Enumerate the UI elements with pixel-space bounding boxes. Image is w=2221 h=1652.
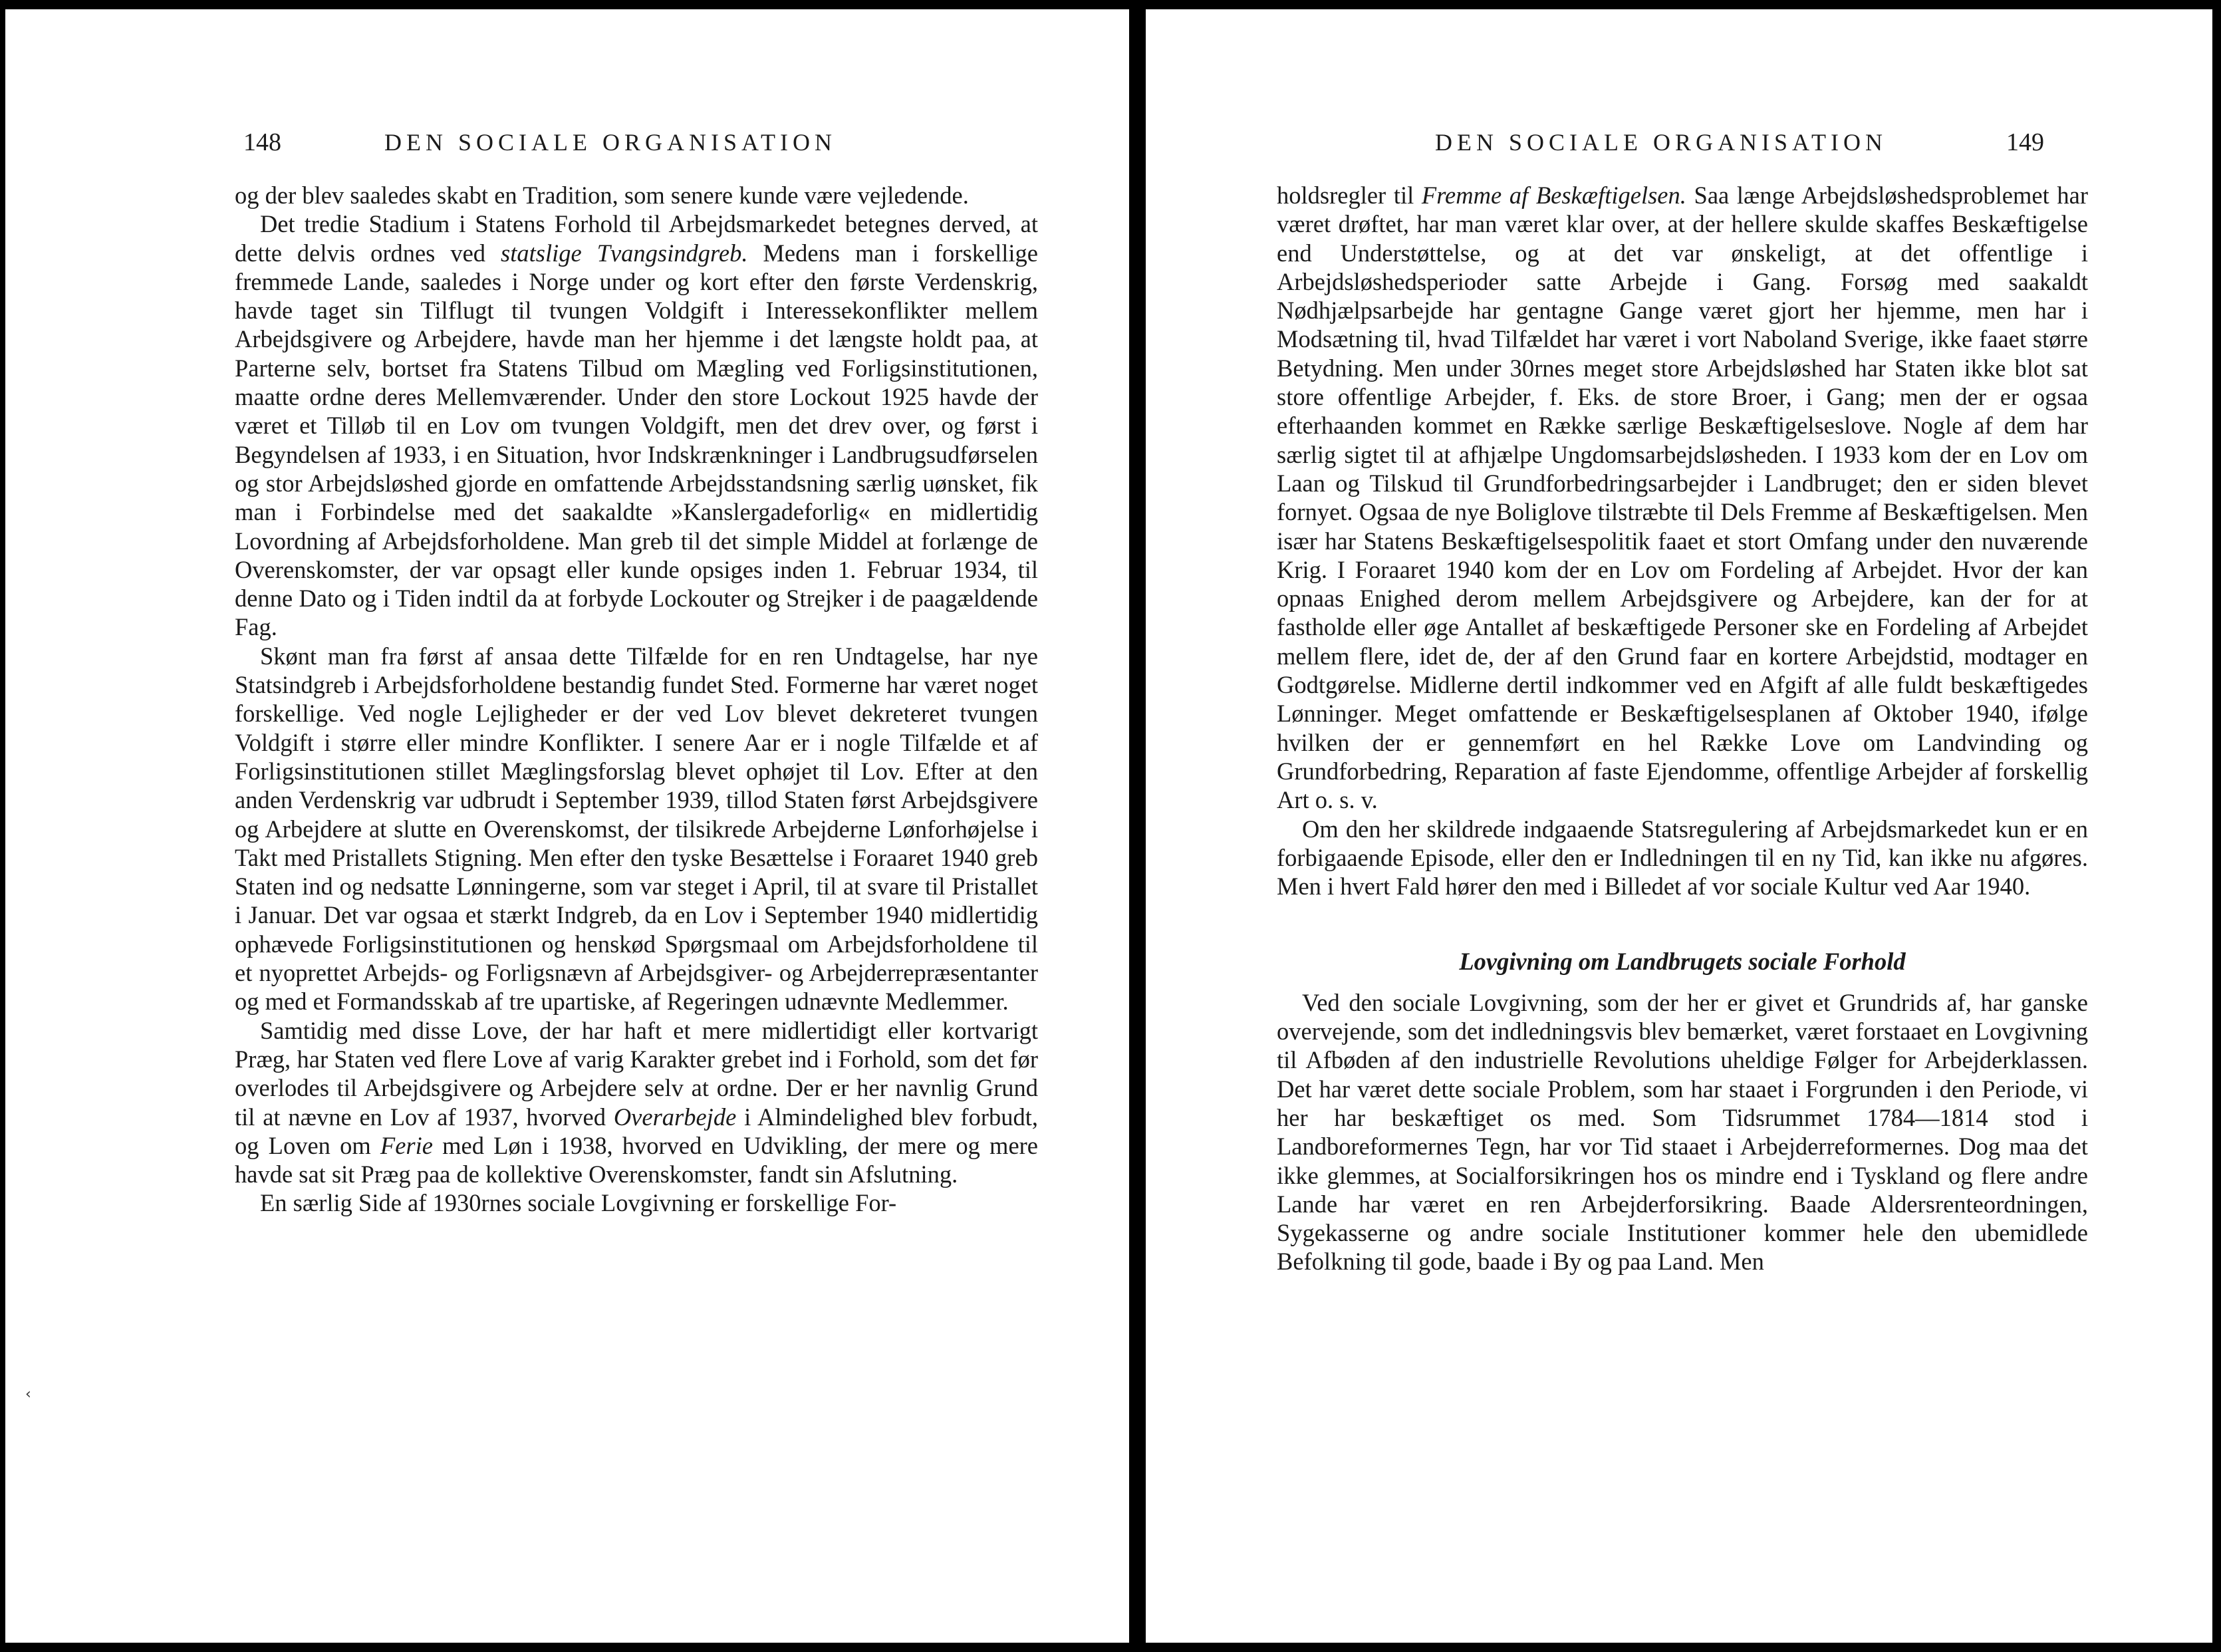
left-page	[5, 9, 1129, 1643]
left-body-text	[235, 181, 1038, 1218]
section-heading: Lovgivning om Landbrugets sociale Forhold	[1459, 948, 1906, 976]
left-paragraph-2-lead: Det tredie Stadium i Statens Forhold til Arbejdsmarkedet betegnes derved, at dette delvis ordnes ved	[235, 210, 1038, 267]
left-paragraph-4	[235, 1016, 1038, 1189]
left-paragraph-4-rest: med Løn i 1938, hvorved en Udvikling, der mere og mere havde sat sit Præg paa de kollektive Overenskomster, fandt sin Afslutning.	[235, 1131, 1038, 1188]
right-page	[1146, 9, 2212, 1643]
left-running-title: DEN SOCIALE ORGANISATION	[384, 129, 837, 156]
margin-mark-icon: ‹	[25, 1386, 31, 1403]
left-page-header	[243, 122, 908, 162]
left-paragraph-5: En særlig Side af 1930rnes sociale Lovgivning er forskellige For-	[260, 1189, 897, 1217]
left-paragraph-2	[235, 209, 1038, 641]
left-paragraph-1: og der blev saaledes skabt en Tradition, som senere kunde være vejledende.	[235, 182, 969, 209]
right-paragraph-1	[1277, 181, 2088, 815]
left-paragraph-4-emphasis-2: Ferie	[380, 1131, 433, 1159]
right-paragraph-1-rest: Saa længe Arbejdsløshedsproblemet har været drøftet, har man været klar over, at der hellere skulde skaffes Beskæftigelse end Understøttelse, og at det var ønskeligt, at det offentlige i Arbejdsløshedsperioder satte Arbejde i Gang. Forsøg med saakaldt Nødhjælpsarbejde har gentagne Gange været gjort her hjemme, men har i Modsætning til, hvad Tilfældet har været i vort Naboland Sverige, ikke faaet større Betydning. Men under 30rnes meget store Arbejdsløshed har Staten ikke blot sat store offentlige Arbejder, f. Eks. de store Broer, i Gang; men der er ogsaa efterhaanden kommet en Række særlige Beskæftigelseslove. Nogle af dem har særlig sigtet til at afhjælpe Ungdomsarbejdsløsheden. I 1933 kom der en Lov om Laan og Tilskud til Grundforbedringsarbejder i Landbruget; den er siden blevet fornyet. Ogsaa de nye Boliglove tilstræbte til Dels Fremme af Beskæftigelsen. Men især har Statens Beskæftigelsespolitik faaet et stort Omfang under den nuværende Krig. I Foraaret 1940 kom der en Lov om Fordeling af Arbejdet. Hvor der kan opnaas Enighed derom mellem Arbejdsgivere og Arbejdere, kan der for at fastholde eller øge Antallet af beskæftigede Personer ske en Fordeling af Arbejdet mellem flere, idet de, der af den Grund faar en kortere Arbejdstid, modtager en Godtgørelse. Midlerne dertil indkommer ved en Afgift af alle fuldt beskæftigedes Lønninger. Meget omfattende er Beskæftigelsesplanen af Oktober 1940, ifølge hvilken der er gennemført en hel Række Love om Landvinding og Grundforbedring, Reparation af faste Ejendomme, offentlige Arbejder af forskellig Art o. s. v.	[1277, 182, 2088, 814]
left-paragraph-4-mid: i Almindelighed blev forbudt, og Loven om	[235, 1103, 1038, 1159]
left-page-number: 148	[243, 128, 281, 156]
left-paragraph-4-lead: Samtidig med disse Love, der har haft et mere midlertidigt eller kortvarigt Præg, har Staten ved flere Love af varig Karakter grebet ind i Forhold, som det før overlodes til Arbejdsgivere og Arbejdere selv at ordne. Der er her navnlig Grund til at nævne en Lov af 1937, hvorved	[235, 1016, 1038, 1131]
left-paragraph-3: Skønt man fra først af ansaa dette Tilfælde for en ren Undtagelse, har nye Statsindgreb i Arbejdsforholdene bestandig fundet Sted. Formerne har været noget forskellige. Ved nogle Lejligheder er der ved Lov blevet dekreteret tvungen Voldgift i større eller mindre Konflikter. I senere Aar er i nogle Tilfælde et af Forligsinstitutionen stillet Mæglingsforslag blevet ophøjet til Lov. Efter at den anden Verdenskrig var udbrudt i September 1939, tillod Staten først Arbejdsgivere og Arbejdere at slutte en Overenskomst, der tilsikrede Arbejderne Lønforhøjelse i Takt med Pristallets Stigning. Men efter den tyske Besættelse i Foraaret 1940 greb Staten ind og nedsatte Lønningerne, som var steget i April, til at svare til Pristallet i Januar. Det var ogsaa et stærkt Indgreb, da en Lov i September 1940 midlertidig ophævede Forligsinstitutionen og henskød Spørgsmaal om Arbejdsforholdene til et nyoprettet Arbejds- og Forligsnævn af Arbejdsgiver- og Arbejderrepræsentanter og med et Formandsskab af tre upartiske, af Regeringen udnævnte Medlemmer.	[235, 642, 1038, 1016]
left-paragraph-4-emphasis-1: Overarbejde	[613, 1103, 737, 1131]
left-paragraph-2-emphasis: statslige Tvangsindgreb.	[501, 239, 748, 267]
right-paragraph-2: Om den her skildrede indgaaende Statsregulering af Arbejdsmarkedet kun er en forbigaaende Episode, eller den er Indledningen til en ny Tid, kan ikke nu afgøres. Men i hvert Fald hører den med i Billedet af vor sociale Kultur ved Aar 1940.	[1277, 815, 2088, 900]
right-page-header	[1435, 122, 2100, 162]
right-body-text	[1277, 181, 2088, 1276]
right-paragraph-1-lead: holdsregler til	[1277, 182, 1422, 209]
left-paragraph-2-rest: Medens man i forskellige fremmede Lande, saaledes i Norge under og kort efter den første Verdenskrig, havde taget sin Tilflugt til tvungen Voldgift i Interessekonflikter mellem Arbejdsgivere og Arbejdere, havde man her hjemme i det længste holdt paa, at Parterne selv, bortset fra Statens Tilbud om Mægling ved Forligsinstitutionen, maatte ordne deres Mellemværender. Under den store Lockout 1925 havde der været et Tilløb til en Lov om tvungen Voldgift, men det drev over, og først i Begyndelsen af 1933, i en Situation, hvor Indskrænkninger i Landbrugsudførselen og stor Arbejdsløshed gjorde en omfattende Arbejdsstandsning særlig uønsket, fik man i Forbindelse med det saakaldte »Kanslergadeforlig« en midlertidig Lovordning af Arbejdsforholdene. Man greb til det simple Middel at forlænge de Overenskomster, der var opsagt eller kunde opsiges inden 1. Februar 1934, til denne Dato og i Tiden indtil da at forbyde Lockouter og Strejker i de paagældende Fag.	[235, 239, 1038, 641]
right-running-title: DEN SOCIALE ORGANISATION	[1435, 129, 1887, 156]
right-paragraph-1-emphasis: Fremme af Beskæftigelsen.	[1421, 182, 1686, 209]
right-page-number: 149	[2006, 128, 2044, 156]
right-paragraph-3: Ved den sociale Lovgivning, som der her er givet et Grundrids af, har ganske overvejende, som det indledningsvis blev bemærket, været forstaaet en Lovgivning til Afbøden af den industrielle Revolutions uheldige Følger for Arbejderklassen. Det har været dette sociale Problem, som har staaet i Forgrunden i den Periode, vi her har beskæftiget os med. Som Tidsrummet 1784—1814 stod i Landboreformernes Tegn, har vor Tid staaet i Arbejderreformernes. Dog maa det ikke glemmes, at Socialforsikringen hos os mindre end i Tyskland og flere andre Lande har været en ren Arbejderforsikring. Baade Aldersrenteordningen, Sygekasserne og andre sociale Institutioner kommer hele den ubemidlede Befolkning til gode, baade i By og paa Land. Men	[1277, 988, 2088, 1276]
